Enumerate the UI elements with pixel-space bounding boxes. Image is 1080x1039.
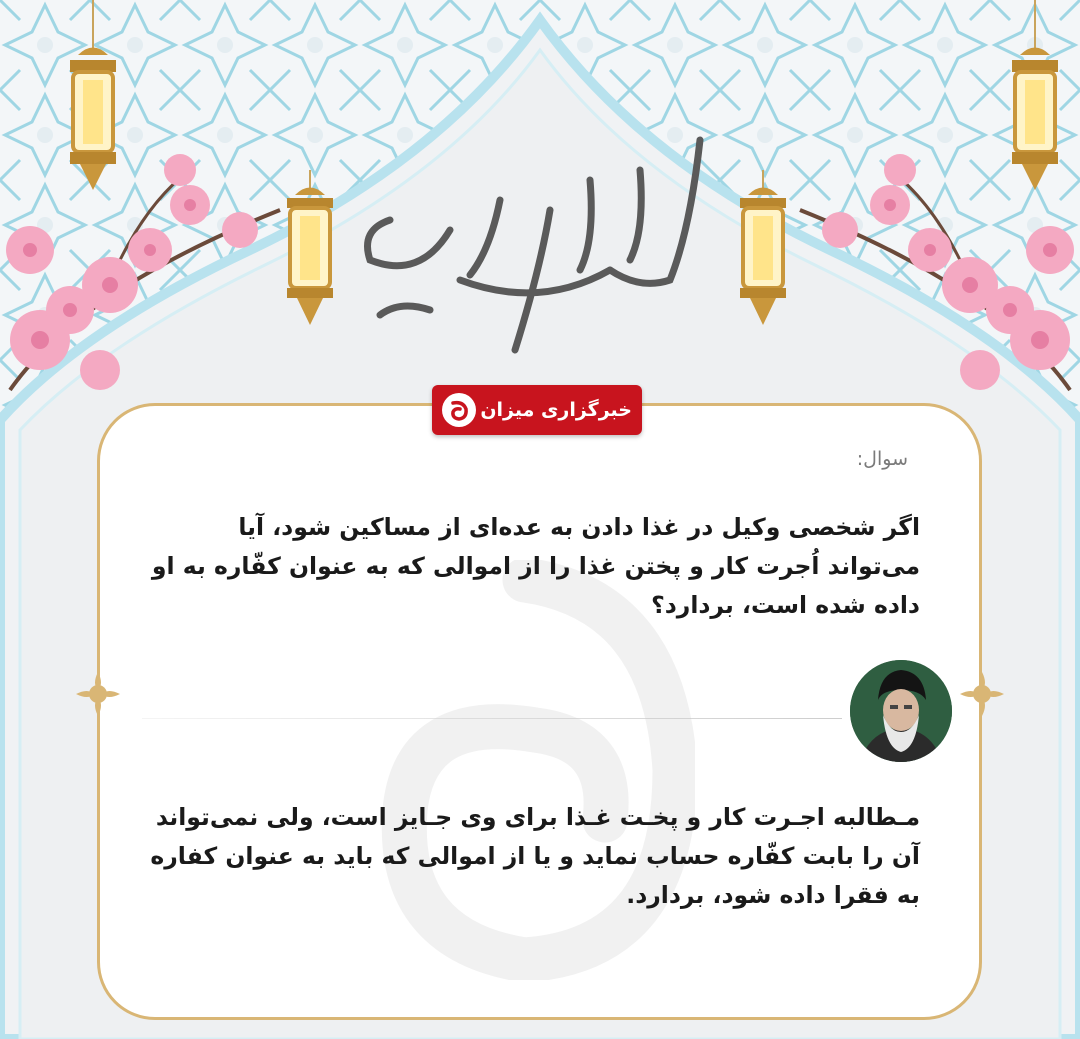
question-label: سوال: (856, 448, 908, 470)
portrait-avatar (850, 660, 952, 762)
bismillah-calligraphy (340, 110, 740, 380)
flower-icon (0, 140, 290, 400)
brand-mark-icon (442, 393, 476, 427)
brand-logo (432, 385, 642, 435)
divider (142, 718, 842, 719)
ornament-icon (958, 670, 1006, 718)
brand-name: خبرگزاری میزان (480, 399, 632, 421)
flower-icon (790, 140, 1080, 400)
answer-text: مـطالبه اجـرت کار و پخـت غـذا برای وی جـایز است، ولی نمی‌تواند آن را بابت کفّاره حساب نماید و یا از اموالی که باید به عنوان کفاره به فقرا داده شود، بردارد. (150, 803, 920, 909)
ornament-icon (74, 670, 122, 718)
question-text: اگر شخصی وکیل در غذا دادن به عده‌ای از مساکین شود، آیا می‌تواند اُجرت کار و پختن غذا را از اموالی که به عنوان کفّاره به او داده شده است، بردارد؟ (151, 513, 920, 619)
